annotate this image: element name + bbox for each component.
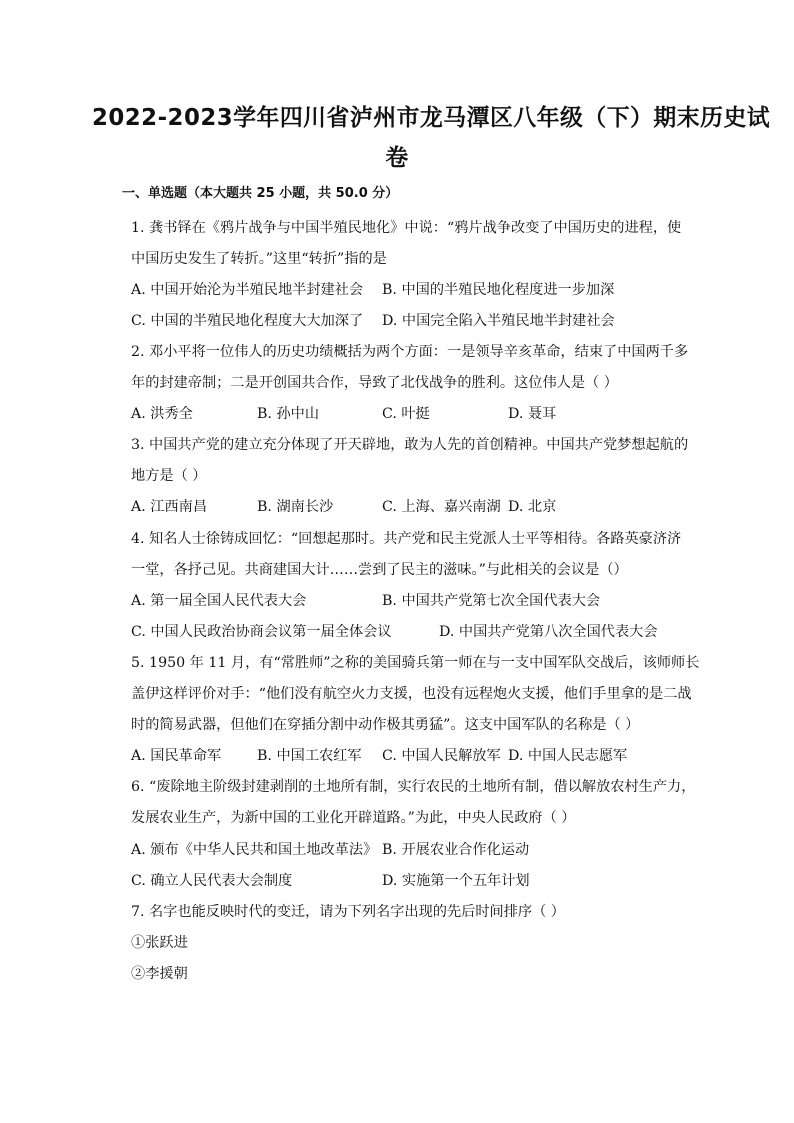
- question-5-option-a: A. 国民革命军: [131, 748, 222, 764]
- question-7-line-1: 7. 名字也能反映时代的变迁，请为下列名字出现的先后时间排序（ ）: [131, 904, 565, 920]
- question-3-option-a: A. 江西南昌: [131, 499, 208, 515]
- question-4-line-1: 4. 知名人士徐铸成回忆：“回想起那时。共产党和民主党派人士平等相待。各路英豪济济: [131, 531, 682, 547]
- question-2-line-1: 2. 邓小平将一位伟人的历史功绩概括为两个方面：一是领导辛亥革命，结束了中国两千多: [131, 344, 689, 360]
- question-4-line-2: 一堂，各抒己见。共商建国大计……尝到了民主的滋味。”与此相关的会议是（）: [131, 562, 628, 578]
- question-2-option-c: C. 叶挺: [382, 406, 430, 422]
- question-3-option-d: D. 北京: [508, 499, 557, 515]
- question-4-option-b: B. 中国共产党第七次全国代表大会: [382, 593, 601, 609]
- question-7-item-1: ①张跃进: [131, 935, 188, 951]
- question-6-option-d: D. 实施第一个五年计划: [382, 873, 530, 889]
- question-5-line-2: 盖伊这样评价对手：“他们没有航空火力支援，也没有远程炮火支援，他们手里拿的是二战: [131, 686, 692, 702]
- question-2-option-d: D. 聂耳: [508, 406, 557, 422]
- question-2-option-b: B. 孙中山: [257, 406, 320, 422]
- question-6-option-a: A. 颁布《中华人民共和国土地改革法》: [131, 842, 378, 858]
- question-3-line-2: 地方是（ ）: [131, 468, 207, 484]
- question-4-option-d: D. 中国共产党第八次全国代表大会: [439, 624, 658, 640]
- question-3-line-1: 3. 中国共产党的建立充分体现了开天辟地，敢为人先的首创精神。中国共产党梦想起航的: [131, 437, 689, 453]
- exam-title-line-2: 卷: [385, 145, 409, 171]
- question-1-option-d: D. 中国完全陷入半殖民地半封建社会: [382, 313, 615, 329]
- section-heading: 一、单选题（本大题共 25 小题，共 50.0 分）: [122, 186, 399, 201]
- question-1-option-c: C. 中国的半殖民地化程度大大加深了: [131, 313, 364, 329]
- question-3-option-c: C. 上海、嘉兴南湖: [382, 499, 501, 515]
- question-5-option-d: D. 中国人民志愿军: [508, 748, 628, 764]
- exam-title-line-1: 2022-2023学年四川省泸州市龙马潭区八年级（下）期末历史试: [91, 105, 771, 131]
- question-1-line-2: 中国历史发生了转折。”这里“转折”指的是: [131, 251, 387, 267]
- question-2-line-2: 年的封建帝制；二是开创国共合作，导致了北伐战争的胜利。这位伟人是（ ）: [131, 375, 618, 391]
- question-3-option-b: B. 湖南长沙: [257, 499, 334, 515]
- question-2-option-a: A. 洪秀全: [131, 406, 193, 422]
- question-7-item-2: ②李援朝: [131, 966, 188, 982]
- question-5-line-1: 5. 1950 年 11 月，有“常胜师”之称的美国骑兵第一师在与一支中国军队交战后，该师师长: [131, 655, 700, 671]
- question-1-option-b: B. 中国的半殖民地化程度进一步加深: [382, 282, 615, 298]
- question-5-line-3: 时的简易武器，但他们在穿插分割中动作极其勇猛”。这支中国军队的名称是（ ）: [131, 717, 640, 733]
- question-6-option-b: B. 开展农业合作化运动: [382, 842, 530, 858]
- question-5-option-b: B. 中国工农红军: [257, 748, 362, 764]
- question-4-option-c: C. 中国人民政治协商会议第一届全体会议: [131, 624, 392, 640]
- question-5-option-c: C. 中国人民解放军: [382, 748, 501, 764]
- question-6-line-2: 发展农业生产，为新中国的工业化开辟道路。”为此，中央人民政府（ ）: [131, 810, 576, 826]
- question-1-option-a: A. 中国开始沦为半殖民地半封建社会: [131, 282, 364, 298]
- question-4-option-a: A. 第一届全国人民代表大会: [131, 593, 307, 609]
- question-6-option-c: C. 确立人民代表大会制度: [131, 873, 293, 889]
- question-1-line-1: 1. 龚书铎在《鸦片战争与中国半殖民地化》中说：“鸦片战争改变了中国历史的进程，使: [131, 220, 682, 236]
- question-6-line-1: 6. “废除地主阶级封建剥削的土地所有制，实行农民的土地所有制，借以解放农村生产力，: [131, 779, 696, 795]
